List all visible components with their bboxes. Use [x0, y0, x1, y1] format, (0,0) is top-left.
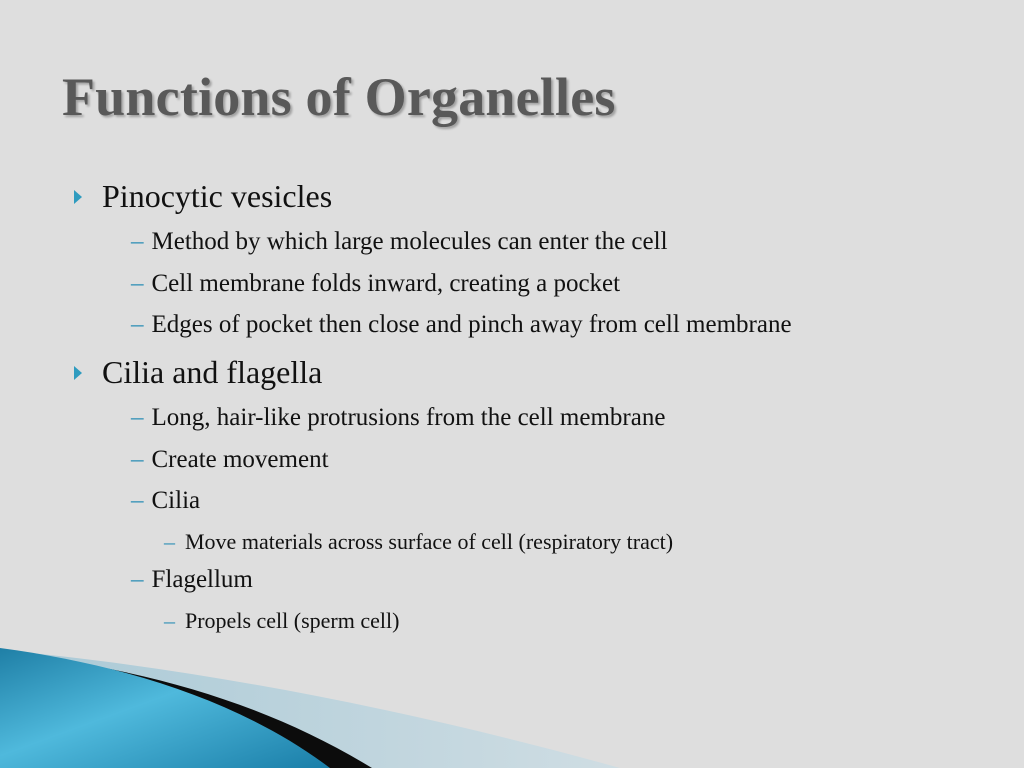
dash-bullet-icon: –: [131, 446, 144, 473]
bullet-text: Long, hair-like protrusions from the cell membrane: [151, 404, 666, 431]
dash-bullet-icon: –: [131, 228, 144, 255]
dash-bullet-icon: –: [164, 608, 175, 633]
dash-bullet-icon: –: [131, 311, 144, 338]
bullet-text: Create movement: [151, 446, 329, 473]
dash-bullet-icon: –: [131, 487, 144, 514]
bullet-text: Method by which large molecules can enter the cell: [151, 228, 668, 255]
dash-bullet-icon: –: [131, 270, 144, 297]
bullet-text: Edges of pocket then close and pinch away from cell membrane: [151, 311, 792, 338]
bullet-text: Cilia and flagella: [102, 354, 323, 390]
bullet-text: Move materials across surface of cell (respiratory tract): [185, 529, 674, 554]
bullet-text: Cilia: [151, 487, 201, 514]
dash-bullet-icon: –: [131, 404, 144, 431]
dash-bullet-icon: –: [164, 529, 175, 554]
dash-bullet-icon: –: [131, 566, 144, 593]
bullet-text: Pinocytic vesicles: [102, 178, 333, 214]
bullet-text: Propels cell (sperm cell): [185, 608, 400, 633]
slide-title: Functions of Organelles: [62, 67, 616, 127]
bullet-text: Flagellum: [151, 566, 253, 593]
bullet-text: Cell membrane folds inward, creating a pocket: [151, 270, 621, 297]
